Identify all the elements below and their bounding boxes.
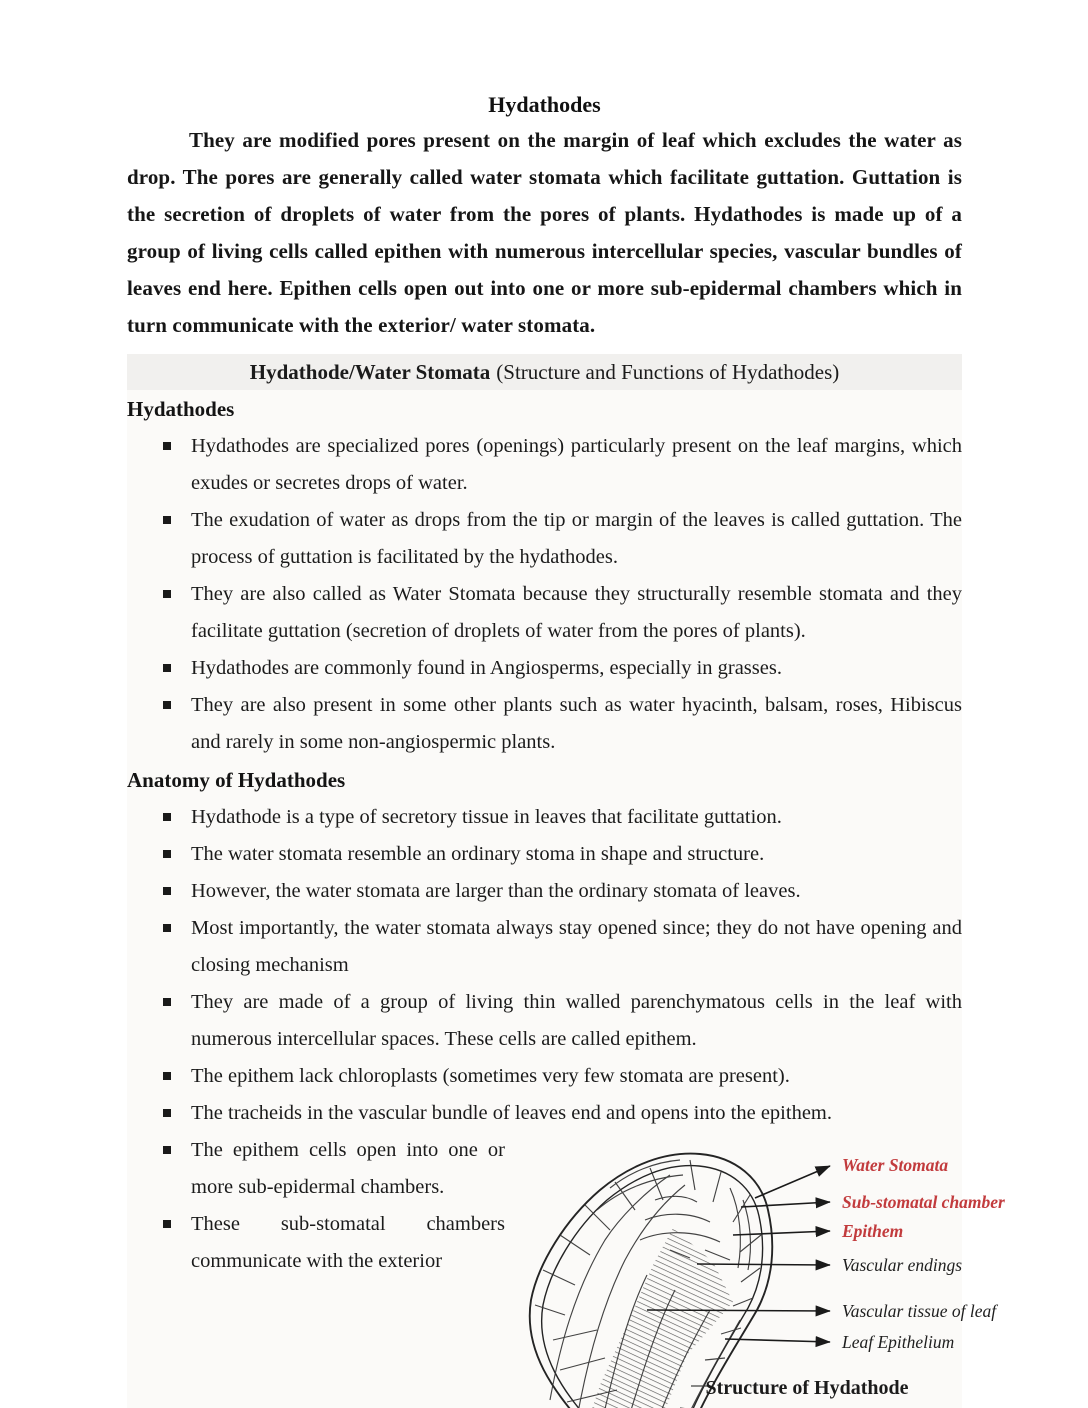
figure-labels: [841, 1155, 1005, 1352]
figure-label: Vascular tissue of leaf: [842, 1301, 997, 1321]
list-item: Hydathode is a type of secretory tissue in leaves that facilitate guttation.: [127, 799, 962, 836]
list-item: The epithem cells open into one or more sub-epidermal chambers.: [127, 1132, 505, 1206]
list-item: The epithem lack chloroplasts (sometimes very few stomata are present).: [127, 1058, 962, 1095]
figure-label: Vascular endings: [842, 1255, 963, 1275]
list-item: Most importantly, the water stomata always stay opened since; they do not have opening and closing mechanism: [127, 910, 962, 984]
section-heading-rest: (Structure and Functions of Hydathodes): [496, 360, 840, 384]
figure-caption: Structure of Hydathode: [705, 1377, 909, 1399]
arrow-vascular-endings: [697, 1264, 830, 1265]
intro-paragraph: They are modified pores present on the margin of leaf which excludes the water as drop. The pores are generally called water stomata which facilitate guttation. Guttation is the secretion of droplets of water from the pores of plants. Hydathodes is made up of a group of living cells called epithen with numerous intercellular species, vascular bundles of leaves end here. Epithen cells open out into one or more sub-epidermal chambers which in turn communicate with the exterior/ water stomata.: [127, 128, 962, 337]
list-item: The tracheids in the vascular bundle of leaves end and opens into the epithem.: [127, 1095, 962, 1132]
list-item: Hydathodes are specialized pores (openings) particularly present on the leaf margins, which exudes or secretes drops of water.: [127, 428, 962, 502]
arrow-epithem: [733, 1231, 830, 1235]
page-title: Hydathodes: [488, 92, 601, 117]
list-item: These sub-stomatal chambers communicate with the exterior: [127, 1206, 505, 1280]
section-heading-band: [127, 354, 962, 390]
list-item: They are also present in some other plants such as water hyacinth, balsam, roses, Hibiscus and rarely in some non-angiospermic plants.: [127, 687, 962, 761]
anatomy-wrap-bullet-list: [127, 1132, 505, 1280]
heading-hydathodes: Hydathodes: [127, 397, 235, 421]
text-image-wrap-row: [127, 1132, 1065, 1408]
document-content: [127, 0, 1005, 1408]
list-item: However, the water stomata are larger than the ordinary stomata of leaves.: [127, 873, 962, 910]
functions-bullet-list: [127, 428, 962, 761]
figure-label: Water Stomata: [842, 1155, 949, 1175]
figure-label: Sub-stomatal chamber: [842, 1192, 1005, 1212]
anatomy-bullet-list: [127, 799, 962, 1132]
list-item: The water stomata resemble an ordinary stoma in shape and structure.: [127, 836, 962, 873]
hydathode-structure-diagram: [505, 1140, 1065, 1408]
list-item: They are also called as Water Stomata because they structurally resemble stomata and they facilitate guttation (secretion of droplets of water from the pores of plants).: [127, 576, 962, 650]
list-item: The exudation of water as drops from the tip or margin of the leaves is called guttation. The process of guttation is facilitated by the hydathodes.: [127, 502, 962, 576]
heading-anatomy: Anatomy of Hydathodes: [127, 768, 346, 792]
hydathode-figure: [505, 1140, 1065, 1408]
arrow-vascular-tissue: [647, 1310, 830, 1311]
scanned-section: [127, 354, 1005, 1408]
list-item: They are made of a group of living thin walled parenchymatous cells in the leaf with numerous intercellular spaces. These cells are called epithem.: [127, 984, 962, 1058]
figure-label: Leaf Epithelium: [842, 1332, 955, 1352]
figure-label: Epithem: [842, 1221, 904, 1241]
list-item: Hydathodes are commonly found in Angiosperms, especially in grasses.: [127, 650, 962, 687]
section-heading-bold: Hydathode/Water Stomata: [249, 360, 491, 384]
arrow-water-stomata: [755, 1166, 830, 1198]
arrow-leaf-epithelium: [725, 1339, 830, 1342]
